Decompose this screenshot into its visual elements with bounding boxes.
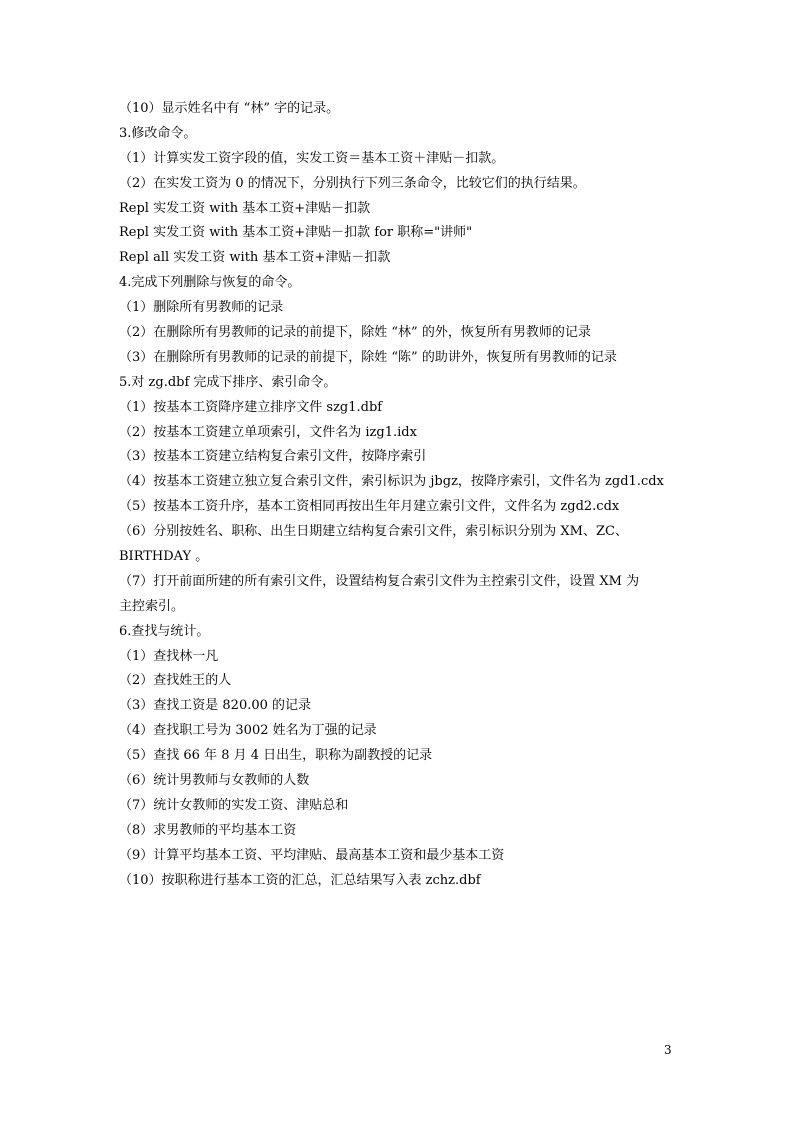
text-line: （9）计算平均基本工资、平均津贴、最高基本工资和最少基本工资 — [119, 847, 505, 863]
text-line: （5）按基本工资升序，基本工资相同再按出生年月建立索引文件，文件名为 zgd2.cdx — [119, 499, 620, 515]
text-line: （2）查找姓王的人 — [119, 673, 232, 689]
text-line: （7）打开前面所建的所有索引文件，设置结构复合索引文件为主控索引文件，设置 XM 为 — [119, 573, 640, 589]
text-line: （6）统计男教师与女教师的人数 — [119, 773, 310, 789]
text-line: （7）统计女教师的实发工资、津贴总和 — [119, 797, 349, 813]
text-line: （6）分别按姓名、职称、出生日期建立结构复合索引文件，索引标识分别为 XM、ZC、 — [119, 524, 628, 540]
section-heading: 6.查找与统计。 — [119, 623, 210, 639]
command-line: Repl 实发工资 with 基本工资+津贴－扣款 — [119, 200, 371, 216]
section-heading: 3.修改命令。 — [119, 125, 197, 141]
text-line: （2）在删除所有男教师的记录的前提下，除姓 “林” 的外，恢复所有男教师的记录 — [119, 325, 591, 341]
text-line: （2）按基本工资建立单项索引，文件名为 izg1.idx — [119, 424, 417, 440]
text-line: （1）查找林一凡 — [119, 648, 219, 664]
text-line: （4）按基本工资建立独立复合索引文件，索引标识为 jbgz，按降序索引，文件名为 zgd1.cdx — [119, 474, 664, 490]
text-line: （10）显示姓名中有 “林” 字的记录。 — [119, 101, 340, 116]
section-heading: 5.对 zg.dbf 完成下排序、索引命令。 — [119, 374, 337, 390]
document-body — [119, 97, 679, 894]
text-line: （8）求男教师的平均基本工资 — [119, 822, 297, 838]
text-line: （1）计算实发工资字段的值，实发工资＝基本工资＋津贴－扣款。 — [119, 150, 505, 166]
command-line: Repl 实发工资 with 基本工资+津贴－扣款 for 职称="讲师" — [119, 225, 473, 241]
text-line: 主控索引。 — [119, 598, 185, 614]
text-line: （3）在删除所有男教师的记录的前提下，除姓 “陈” 的助讲外，恢复所有男教师的记录 — [119, 349, 617, 365]
text-line: （4）查找职工号为 3002 姓名为丁强的记录 — [119, 723, 377, 739]
text-line: （3）查找工资是 820.00 的记录 — [119, 698, 312, 714]
text-line: （10）按职称进行基本工资的汇总，汇总结果写入表 zchz.dbf — [119, 872, 481, 888]
section-heading: 4.完成下列删除与恢复的命令。 — [119, 275, 301, 291]
text-line: （2）在实发工资为 0 的情况下，分别执行下列三条命令，比较它们的执行结果。 — [119, 175, 586, 191]
command-line: Repl all 实发工资 with 基本工资+津贴－扣款 — [119, 250, 391, 266]
text-line: （1）按基本工资降序建立排序文件 szg1.dbf — [119, 399, 383, 415]
text-line: （1）删除所有男教师的记录 — [119, 300, 284, 316]
text-line: （3）按基本工资建立结构复合索引文件，按降序索引 — [119, 449, 427, 465]
text-line: （5）查找 66 年 8 月 4 日出生，职称为副教授的记录 — [119, 748, 433, 764]
text-line: BIRTHDAY 。 — [119, 549, 209, 565]
page-number: 3 — [664, 1043, 672, 1057]
